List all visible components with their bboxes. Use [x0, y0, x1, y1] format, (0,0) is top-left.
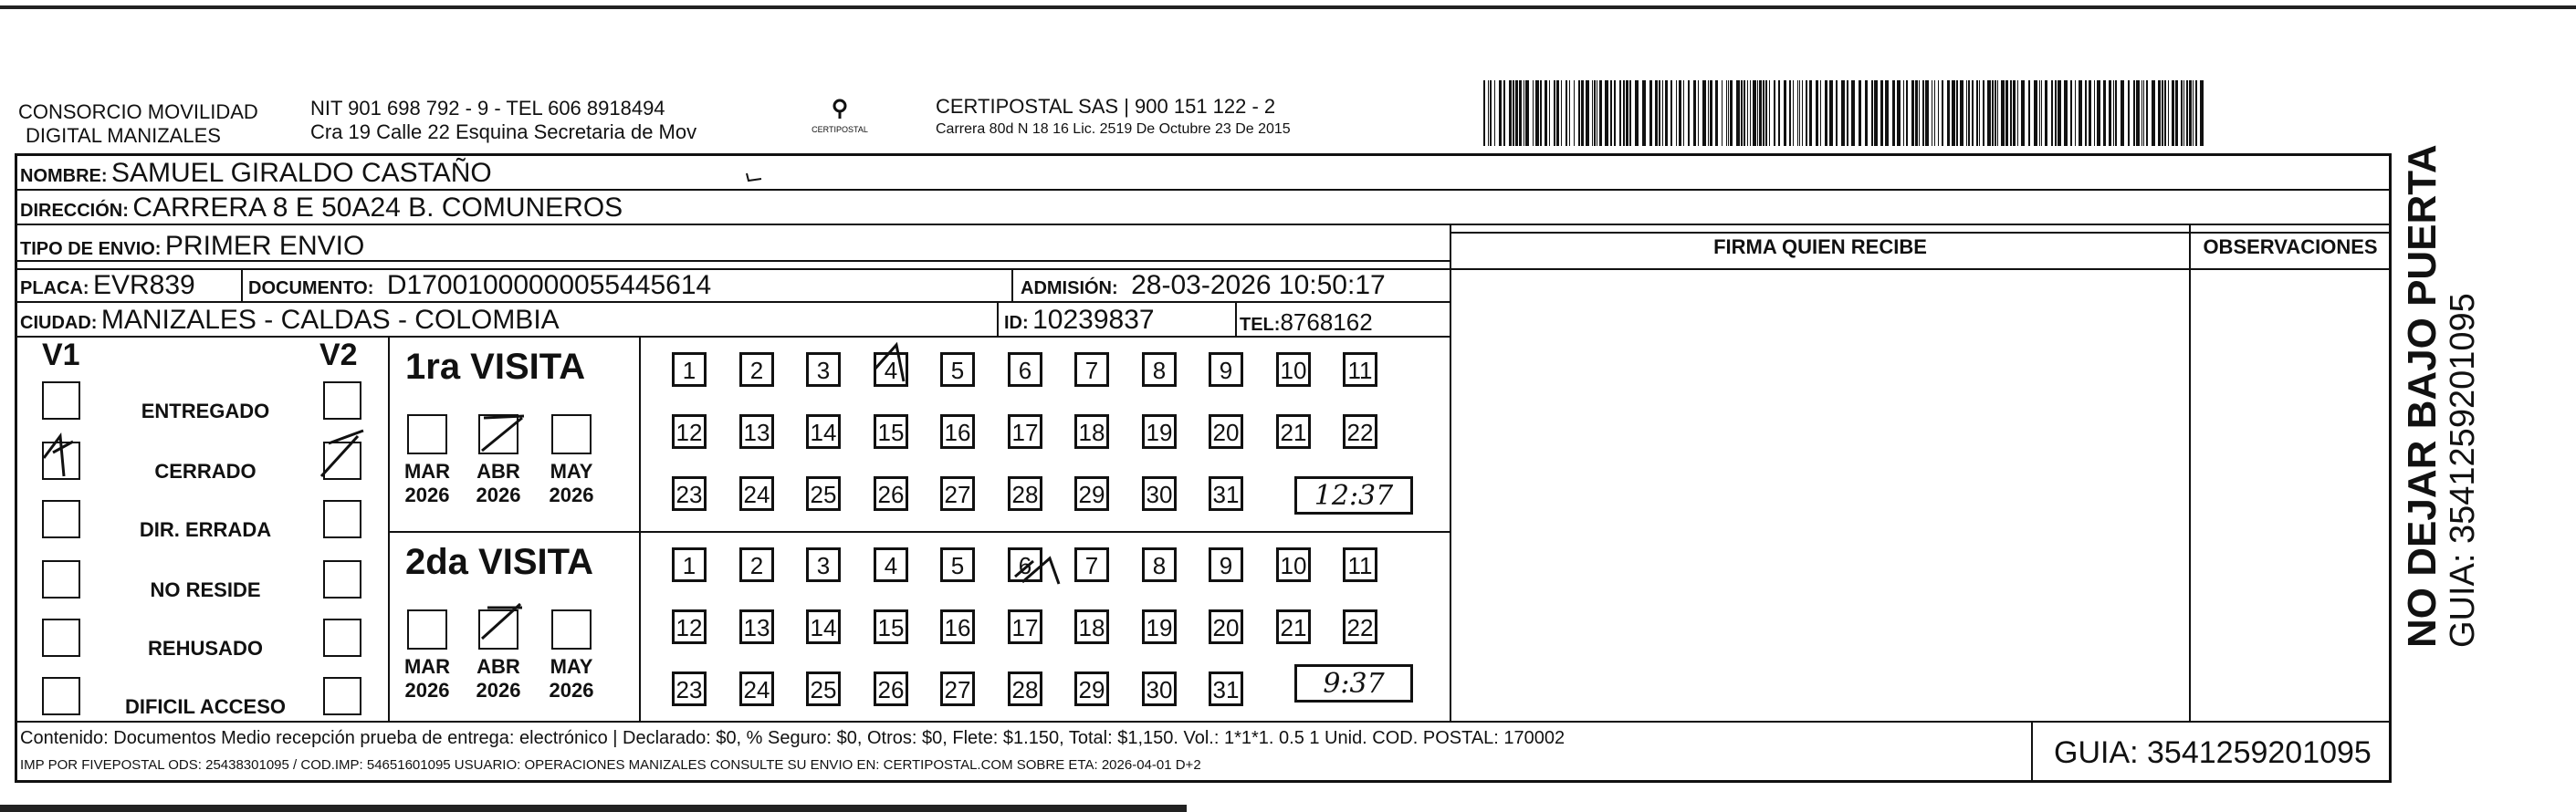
month-year: 2026 [476, 679, 521, 702]
status-label: DIR. ERRADA [139, 518, 272, 541]
day-box[interactable]: 24 [739, 476, 774, 511]
tel-value: 8768162 [1280, 308, 1373, 336]
carrier-line-1: CERTIPOSTAL SAS | 900 151 122 - 2 [936, 95, 1276, 118]
ciudad-label: CIUDAD: [20, 313, 98, 333]
documento-value: D17001000000055445614 [386, 270, 712, 300]
day-box[interactable]: 28 [1008, 476, 1042, 511]
day-box[interactable]: 2 [739, 547, 774, 582]
day-box[interactable]: 6 [1008, 547, 1042, 582]
side-guia: GUIA: 3541259201095 [2444, 293, 2482, 648]
day-box[interactable]: 30 [1142, 476, 1177, 511]
carrier-line-2: Carrera 80d N 18 16 Lic. 2519 De Octubre 23 De 2015 [936, 121, 1291, 137]
day-box[interactable]: 14 [806, 414, 841, 449]
admision-value: 28-03-2026 10:50:17 [1131, 270, 1386, 300]
day-box[interactable]: 13 [739, 414, 774, 449]
day-box[interactable]: 4 [874, 352, 908, 387]
imp-text: IMP POR FIVEPOSTAL ODS: 25438301095 / COD.IMP: 54651601095 USUARIO: OPERACIONES MANIZALES CONSULTE SU ENVIO EN: CERTIPOSTAL.COM SOBRE ETA: 2026-04-01 D+2 [20, 757, 1201, 773]
day-box[interactable]: 7 [1074, 547, 1109, 582]
day-box[interactable]: 10 [1276, 352, 1311, 387]
day-box[interactable]: 22 [1343, 609, 1377, 644]
day-box[interactable]: 3 [806, 352, 841, 387]
scan-edge-top [0, 5, 2576, 9]
placa-value: EVR839 [93, 270, 195, 300]
day-box[interactable]: 30 [1142, 671, 1177, 706]
first-visit-time: 12:37 [1294, 476, 1413, 515]
day-box[interactable]: 25 [806, 671, 841, 706]
day-box[interactable]: 31 [1209, 476, 1243, 511]
day-box[interactable]: 6 [1008, 352, 1042, 387]
month-year: 2026 [404, 484, 450, 506]
day-box[interactable]: 26 [874, 476, 908, 511]
day-box[interactable]: 29 [1074, 476, 1109, 511]
id-label: ID: [1004, 313, 1029, 333]
tipo-value: PRIMER ENVIO [164, 231, 365, 261]
day-box[interactable]: 1 [672, 547, 707, 582]
day-box[interactable]: 20 [1209, 414, 1243, 449]
documento-label: DOCUMENTO: [248, 278, 374, 298]
month-name: MAR [403, 460, 451, 483]
day-box[interactable]: 8 [1142, 547, 1177, 582]
company-line-2: DIGITAL MANIZALES [26, 124, 221, 147]
day-box[interactable]: 4 [874, 547, 908, 582]
day-box[interactable]: 28 [1008, 671, 1042, 706]
day-box[interactable]: 21 [1276, 414, 1311, 449]
day-box[interactable]: 23 [672, 671, 707, 706]
status-label: NO RESIDE [150, 578, 261, 601]
second-visit-title: 2da VISITA [405, 542, 593, 582]
month-year: 2026 [404, 679, 450, 702]
day-box[interactable]: 15 [874, 609, 908, 644]
v1-header: V1 [42, 338, 80, 372]
first-visit-title: 1ra VISITA [405, 347, 586, 387]
firma-header: FIRMA QUIEN RECIBE [1713, 235, 1927, 258]
day-box[interactable]: 13 [739, 609, 774, 644]
day-box[interactable]: 19 [1142, 609, 1177, 644]
month-name: MAR [403, 655, 451, 678]
id-value: 10239837 [1032, 305, 1155, 335]
direccion-value: CARRERA 8 E 50A24 B. COMUNEROS [132, 193, 623, 223]
nombre-label: NOMBRE: [20, 166, 108, 186]
day-box[interactable]: 24 [739, 671, 774, 706]
direccion-label: DIRECCIÓN: [20, 201, 129, 221]
day-box[interactable]: 3 [806, 547, 841, 582]
month-name: ABR [476, 460, 520, 483]
month-year: 2026 [549, 679, 594, 702]
day-box[interactable]: 16 [940, 414, 975, 449]
placa-label: PLACA: [20, 278, 89, 298]
tipo-label: TIPO DE ENVIO: [20, 239, 162, 259]
day-box[interactable]: 21 [1276, 609, 1311, 644]
month-name: MAY [550, 460, 593, 483]
day-box[interactable]: 18 [1074, 609, 1109, 644]
status-label: CERRADO [154, 460, 257, 483]
observaciones-header: OBSERVACIONES [2203, 235, 2378, 258]
day-box[interactable]: 19 [1142, 414, 1177, 449]
day-box[interactable]: 11 [1343, 547, 1377, 582]
day-box[interactable]: 12 [672, 609, 707, 644]
month-name: ABR [476, 655, 520, 678]
day-box[interactable]: 27 [940, 671, 975, 706]
no-dejar-bajo-puerta: NO DEJAR BAJO PUERTA [2400, 144, 2445, 648]
day-box[interactable]: 18 [1074, 414, 1109, 449]
day-box[interactable]: 10 [1276, 547, 1311, 582]
day-box[interactable]: 17 [1008, 609, 1042, 644]
day-box[interactable]: 14 [806, 609, 841, 644]
day-box[interactable]: 7 [1074, 352, 1109, 387]
day-box[interactable]: 16 [940, 609, 975, 644]
logo-text: CERTIPOSTAL [812, 125, 868, 134]
day-box[interactable]: 17 [1008, 414, 1042, 449]
day-box[interactable]: 5 [940, 352, 975, 387]
admision-label: ADMISIÓN: [1021, 278, 1118, 298]
tel-label: TEL: [1240, 315, 1281, 335]
contenido-text: Contenido: Documentos Medio recepción prueba de entrega: electrónico | Declarado: $0, % Seguro: $0, Otros: $0, Flete: $1.150, Total: $1,150. Vol.: 1*1*1. 0.5 1 Unid. COD. POSTAL: 170002 [20, 728, 1565, 748]
day-box[interactable]: 23 [672, 476, 707, 511]
second-visit-time: 9:37 [1294, 664, 1413, 703]
day-box[interactable]: 12 [672, 414, 707, 449]
day-box[interactable]: 8 [1142, 352, 1177, 387]
day-box[interactable]: 31 [1209, 671, 1243, 706]
day-box[interactable]: 9 [1209, 547, 1243, 582]
nit-line: NIT 901 698 792 - 9 - TEL 606 8918494 [310, 97, 665, 120]
day-box[interactable]: 22 [1343, 414, 1377, 449]
day-box[interactable]: 26 [874, 671, 908, 706]
day-box[interactable]: 15 [874, 414, 908, 449]
v2-header: V2 [319, 338, 358, 372]
footer-guia: GUIA: 3541259201095 [2054, 735, 2372, 770]
scan-edge-bottom [0, 805, 1187, 812]
status-label: REHUSADO [148, 637, 263, 660]
day-box[interactable]: 20 [1209, 609, 1243, 644]
status-label: DIFICIL ACCESO [124, 695, 286, 718]
day-box[interactable]: 9 [1209, 352, 1243, 387]
month-year: 2026 [476, 484, 521, 506]
day-box[interactable]: 27 [940, 476, 975, 511]
side-text [2401, 100, 2481, 648]
day-box[interactable]: 1 [672, 352, 707, 387]
day-box[interactable]: 2 [739, 352, 774, 387]
day-box[interactable]: 5 [940, 547, 975, 582]
company-line-1: CONSORCIO MOVILIDAD [18, 100, 258, 123]
day-box[interactable]: 11 [1343, 352, 1377, 387]
month-name: MAY [550, 655, 593, 678]
address-line: Cra 19 Calle 22 Esquina Secretaria de Mov [310, 120, 697, 143]
day-box[interactable]: 29 [1074, 671, 1109, 706]
month-year: 2026 [549, 484, 594, 506]
nombre-value: SAMUEL GIRALDO CASTAÑO [111, 158, 492, 188]
status-label: ENTREGADO [141, 400, 270, 422]
day-box[interactable]: 25 [806, 476, 841, 511]
ciudad-value: MANIZALES - CALDAS - COLOMBIA [100, 305, 560, 335]
